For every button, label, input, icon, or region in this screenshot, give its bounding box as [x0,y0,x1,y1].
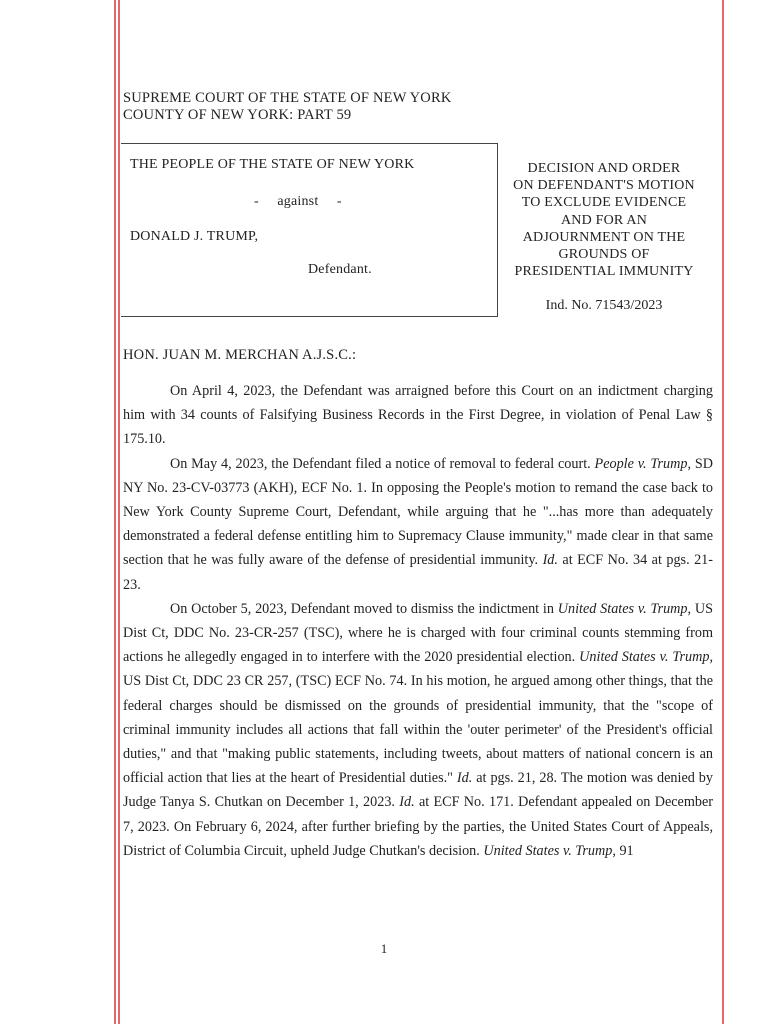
paragraph-text: at ECF No. 34 at pgs. 21-23. [123,552,713,593]
right-margin-rule [722,0,724,1024]
citation-id: Id. [542,552,558,569]
caption-people: THE PEOPLE OF THE STATE OF NEW YORK [130,157,415,172]
paragraph-text: , 91 [612,842,634,859]
title-line: DECISION AND ORDER [527,161,681,176]
citation-id: Id. [399,794,415,811]
case-citation: United States v. Trump [557,600,688,617]
decision-body [123,379,713,863]
caption-defendant-name: DONALD J. TRUMP, [130,229,259,244]
court-name: SUPREME COURT OF THE STATE OF NEW YORK [123,90,452,106]
paragraph-text: , US Dist Ct, DDC No. 23-CR-257 (TSC), where he is charged with four criminal counts stemming from actions he allegedly engaged in to interfere with the 2020 presidential election. [123,600,714,666]
court-county-part: COUNTY OF NEW YORK: PART 59 [123,107,352,123]
title-line: ON DEFENDANT'S MOTION [513,178,695,194]
page-number: 1 [380,941,388,956]
title-line: PRESIDENTIAL IMMUNITY [514,264,694,280]
paragraph-2 [123,452,713,597]
paragraph-3 [123,597,713,863]
title-line: AND FOR AN [560,212,647,228]
citation-id: Id. [456,770,473,787]
title-line: ADJOURNMENT ON THE [522,229,686,245]
left-margin-rule-inner [118,0,120,1024]
case-citation: People v. Trump [594,455,688,472]
paragraph-text: On April 4, 2023, the Defendant was arraigned before this Court on an indictment charging him with 34 counts of Falsifying Business Records in the First Degree, in violation of Penal Law § 175.10. [123,383,713,448]
court-header [123,90,452,124]
paragraph-text: On May 4, 2023, the Defendant filed a notice of removal to federal court. [170,455,595,472]
title-line: TO EXCLUDE EVIDENCE [521,195,687,211]
paragraph-text: at ECF No. 171. Defendant appealed on December 7, 2023. On February 6, 2024, after further briefing by the parties, the United States Court of Appeals, District of Columbia Circuit, upheld Judge Chutkan's decision. [123,794,713,859]
case-citation: United States v. Trump [483,842,613,859]
caption-against: - against - [254,194,342,209]
paragraph-text: , SD NY No. 23-CV-03773 (AKH), ECF No. 1. In opposing the People's motion to remand the case back to New York County Supreme Court, Defendant, while arguing that he "...has more than adequately demonstrated a federal defense entitling him to Supremacy Clause immunity," made clear in that same section that he was fully aware of the defense of presidential immunity. [123,455,713,569]
indictment-number: Ind. No. 71543/2023 [545,298,663,313]
paragraph-text: On October 5, 2023, Defendant moved to dismiss the indictment in [170,600,558,617]
case-citation: United States v. Trump [579,649,710,666]
caption-defendant-label: Defendant. [308,262,372,277]
paragraph-1 [123,379,713,452]
paragraph-text: , US Dist Ct, DDC 23 CR 257, (TSC) ECF No. 74. In his motion, he argued among other things, that the federal charges should be dismissed on the grounds of presidential immunity, that the "scope of criminal immunity includes all actions that fall within the 'outer perimeter' of the President's official duties," and that "making public statements, including tweets, about matters of national concern is an official action that lies at the heart of Presidential duties." [123,649,713,787]
title-line: GROUNDS OF [558,247,650,263]
judge-name: HON. JUAN M. MERCHAN A.J.S.C.: [123,347,357,363]
paragraph-text: at pgs. 21, 28. The motion was denied by Judge Tanya S. Chutkan on December 1, 2023. [123,770,713,811]
document-title [503,160,705,280]
left-margin-rule-outer [114,0,116,1024]
